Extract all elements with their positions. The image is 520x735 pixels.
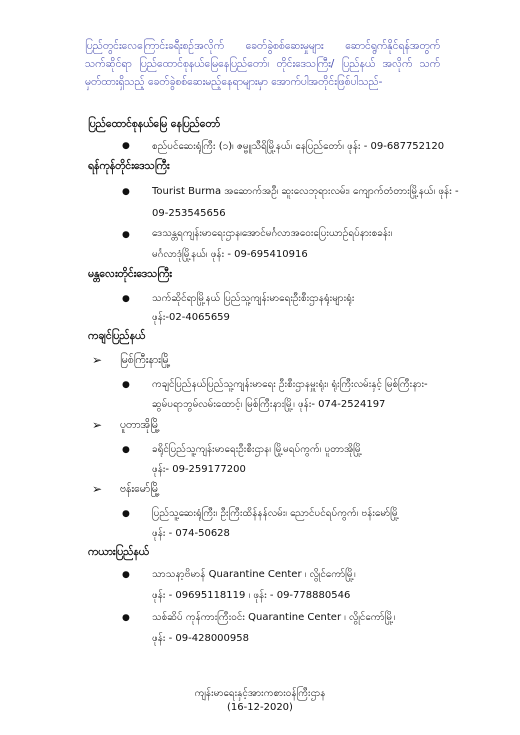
heading-kachin: ကချင်ပြည်နယ် (88, 330, 146, 342)
phone-line: ဖုန်း-02-4065659 (152, 312, 230, 323)
subheading-myitkyina: မြစ်ကြီးနားမြို့ (120, 354, 171, 366)
bullet-icon: ● (122, 141, 130, 151)
bullet-icon: ● (122, 187, 130, 197)
address-line: ကချင်ပြည်နယ်ပြည်သူ့ကျန်းမာရေး ဦးစီးဌာနမှူးရုံး၊ ရုံးကြီးလမ်းနှင့် မြစ်ကြီးနား- (152, 379, 428, 390)
bullet-icon: ● (122, 509, 130, 519)
arrow-icon: ➢ (92, 482, 103, 496)
address-line: Tourist Burma အဆောက်အဦ၊ ဆူးလေဘုရားလမ်း၊ ကျောက်တံတားမြို့နယ်၊ ဖုန်း - (152, 186, 459, 197)
phone-line: ဖုန်း - 09-428000958 (152, 633, 249, 644)
intro-paragraph: ပြည်တွင်းလေကြောင်းခရီးစဉ်အလိုက် ခေတ်ခွဲစစ်ဆေးမှုများ ဆောင်ရွက်နိုင်ရန်အတွက် သက်ဆိုင်ရာ ပြည်ထောင်စုနယ်မြေနေပြည်တော်၊ တိုင်းဒေသကြီး/ ပြည်နယ် အလိုက် သက်မှတ်ထားရှိသည့် ခေတ်ခွဲစစ်ဆေးမည့်နေရာများမှာ အောက်ပါအတိုင်းဖြစ်ပါသည်- (85, 40, 440, 88)
footer-date: (16-12-2020) (227, 702, 293, 713)
phone-line: ဖုန်း - 09695118119 ၊ ဖုန်း - 09-778880546 (152, 590, 351, 601)
bullet-icon: ● (122, 445, 130, 455)
phone-line: ဖုန်း- 09-259177200 (152, 464, 246, 475)
address-line: ခရိုင်ပြည်သူ့ကျန်းမာရေးဦးစီးဌာန၊ မြို့မရပ်ကွက်၊ ပူတာအိုမြို့ (152, 444, 363, 455)
footer-org: ကျန်းမာရေးနှင့်အားကစားဝန်ကြီးဌာန (194, 688, 326, 699)
address-line: သာသနာ့ဗိမာန် Quarantine Center ၊ လွိုင်ကော်မြို့၊ (152, 569, 356, 580)
phone-line: ဖုန်း - 074-50628 (152, 528, 230, 539)
bullet-icon: ● (122, 380, 130, 390)
bullet-icon: ● (122, 230, 130, 240)
arrow-icon: ➢ (92, 418, 103, 432)
heading-naypyitaw: ပြည်ထောင်စုနယ်မြေ နေပြည်တော် (88, 118, 221, 130)
bullet-icon: ● (122, 613, 130, 623)
bullet-icon: ● (122, 570, 130, 580)
bullet-icon: ● (122, 294, 130, 304)
heading-yangon: ရန်ကုန်တိုင်းဒေသကြီး (88, 160, 170, 172)
address-line: ဒေသန္တရကျန်းမာရေးဌာန၊အောင်မင်္ဂလာအဝေးပြေးယာဉ်ရပ်နားစခန်း၊ (152, 228, 393, 239)
heading-kayah: ကယားပြည်နယ် (88, 546, 149, 558)
subheading-putao: ပူတာအိုမြို့ (120, 419, 160, 431)
address-line: စည်ပင်ဆေးရုံကြီး (၁)၊ ဇမ္ဗူသီရိမြို့နယ်၊ နေပြည်တော်၊ ဖုန်း - 09-687752120 (152, 141, 445, 152)
address-line: သစ်ဆိပ် ကုန်ကားကြီးဝင်း Quarantine Center ၊ လွိုင်ကော်မြို့၊ (152, 612, 396, 623)
address-line: ပြည်သူ့ဆေးရုံကြီး၊ ဦးကြီးထိန်နန်လမ်း၊ ညောင်ပင်ရပ်ကွက်၊ ဗန်းမော်မြို့ (152, 508, 400, 519)
address-line: သက်ဆိုင်ရာမြို့နယ် ပြည်သူ့ကျန်းမာရေးဦးစီးဌာနရုံးများရုံး (152, 293, 355, 304)
phone-line: မင်္ဂလာဒုံမြို့နယ်၊ ဖုန်း - 09-695410916 (152, 249, 308, 260)
phone-line: 09-253545656 (152, 208, 226, 219)
subheading-bhamo: ဗန်းမော်မြို့ (120, 483, 160, 495)
heading-mandalay: မန္တလေးတိုင်းဒေသကြီး (88, 268, 172, 280)
phone-line: ဆွမ်ပရာဘွမ်လမ်းထောင့်၊ မြစ်ကြီးနားမြို့၊ ဖုန်း- 074-2524197 (152, 399, 386, 410)
arrow-icon: ➢ (92, 353, 103, 367)
